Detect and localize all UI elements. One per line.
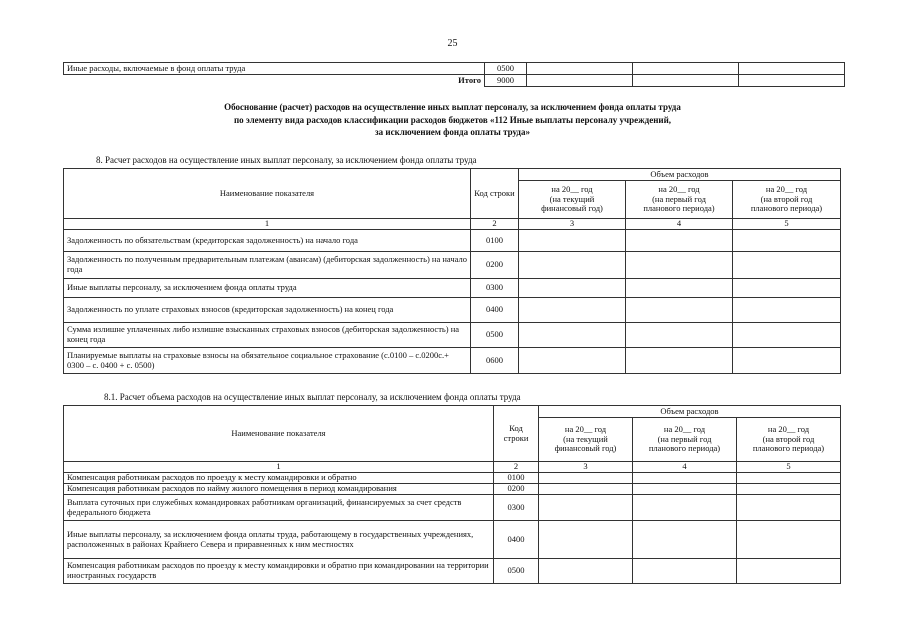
value-cell[interactable] bbox=[733, 323, 841, 348]
value-cell[interactable] bbox=[539, 495, 633, 521]
value-cell[interactable] bbox=[539, 484, 633, 495]
row-code: 0300 bbox=[494, 495, 539, 521]
value-cell[interactable] bbox=[527, 63, 633, 75]
table-row bbox=[64, 559, 841, 584]
row-code: 0300 bbox=[471, 279, 519, 298]
row-code: 0500 bbox=[471, 323, 519, 348]
value-cell[interactable] bbox=[626, 252, 733, 279]
section-8-table bbox=[63, 168, 841, 374]
row-name: Иные выплаты персоналу, за исключением фонда оплаты труда bbox=[64, 279, 471, 298]
value-cell[interactable] bbox=[519, 298, 626, 323]
value-cell[interactable] bbox=[626, 348, 733, 374]
value-cell[interactable] bbox=[737, 473, 841, 484]
value-cell[interactable] bbox=[519, 323, 626, 348]
column-number: 3 bbox=[539, 462, 633, 473]
section-8-1-caption: 8.1. Расчет объема расходов на осуществление иных выплат персоналу, за исключением фонда оплаты труда bbox=[104, 392, 521, 402]
header-name: Наименование показателя bbox=[64, 406, 494, 462]
value-cell[interactable] bbox=[733, 230, 841, 252]
value-cell[interactable] bbox=[539, 559, 633, 584]
header-col3: на 20__ год (на текущий финансовый год) bbox=[539, 418, 633, 462]
table-row bbox=[64, 484, 841, 495]
value-cell[interactable] bbox=[633, 484, 737, 495]
column-number: 4 bbox=[626, 219, 733, 230]
column-number: 3 bbox=[519, 219, 626, 230]
row-name: Задолженность по обязательствам (кредиторская задолженность) на начало года bbox=[64, 230, 471, 252]
table-row bbox=[64, 348, 841, 374]
value-cell[interactable] bbox=[733, 298, 841, 323]
value-cell[interactable] bbox=[633, 473, 737, 484]
section-8-1-table bbox=[63, 405, 841, 584]
header-row bbox=[64, 406, 841, 418]
section-8-caption: 8. Расчет расходов на осуществление иных выплат персоналу, за исключением фонда оплаты труда bbox=[96, 155, 477, 165]
table-row bbox=[64, 63, 845, 75]
value-cell[interactable] bbox=[633, 75, 739, 87]
value-cell[interactable] bbox=[633, 521, 737, 559]
value-cell[interactable] bbox=[527, 75, 633, 87]
heading-line: Обоснование (расчет) расходов на осуществление иных выплат персоналу, за исключением фонда оплаты труда bbox=[224, 102, 681, 112]
value-cell[interactable] bbox=[737, 521, 841, 559]
row-code: 0200 bbox=[494, 484, 539, 495]
column-number: 1 bbox=[64, 462, 494, 473]
row-code: 9000 bbox=[485, 75, 527, 87]
column-number: 5 bbox=[733, 219, 841, 230]
value-cell[interactable] bbox=[519, 279, 626, 298]
column-number: 2 bbox=[471, 219, 519, 230]
row-name: Сумма излишне уплаченных либо излишне взысканных страховых взносов (дебиторская задолженность) на конец года bbox=[64, 323, 471, 348]
table-row bbox=[64, 75, 845, 87]
value-cell[interactable] bbox=[733, 252, 841, 279]
header-row bbox=[64, 169, 841, 181]
value-cell[interactable] bbox=[519, 252, 626, 279]
row-name: Планируемые выплаты на страховые взносы на обязательное социальное страхование (с.0100 – с.0200с.+ 0300 – с. 0400 + с. 0500) bbox=[64, 348, 471, 374]
row-code: 0500 bbox=[485, 63, 527, 75]
column-number: 5 bbox=[737, 462, 841, 473]
header-col4: на 20__ год (на первый год планового периода) bbox=[633, 418, 737, 462]
header-code: Код строки bbox=[471, 169, 519, 219]
row-name: Задолженность по полученным предварительным платежам (авансам) (дебиторская задолженность) на начало года bbox=[64, 252, 471, 279]
row-code: 0600 bbox=[471, 348, 519, 374]
row-name: Выплата суточных при служебных командировках работникам организаций, финансируемых за счет средств федерального бюджета bbox=[64, 495, 494, 521]
table-row bbox=[64, 323, 841, 348]
header-col5: на 20__ год (на второй год планового периода) bbox=[737, 418, 841, 462]
value-cell[interactable] bbox=[739, 63, 845, 75]
table-row bbox=[64, 279, 841, 298]
table-row bbox=[64, 230, 841, 252]
table-row bbox=[64, 495, 841, 521]
value-cell[interactable] bbox=[626, 279, 733, 298]
value-cell[interactable] bbox=[633, 559, 737, 584]
value-cell[interactable] bbox=[737, 484, 841, 495]
heading-line: за исключением фонда оплаты труда» bbox=[375, 127, 530, 137]
table-row bbox=[64, 473, 841, 484]
column-number: 2 bbox=[494, 462, 539, 473]
value-cell[interactable] bbox=[633, 495, 737, 521]
row-name: Компенсация работникам расходов по проезду к месту командировки и обратно bbox=[64, 473, 494, 484]
column-numbers-row bbox=[64, 219, 841, 230]
header-code: Код строки bbox=[494, 406, 539, 462]
row-code: 0100 bbox=[494, 473, 539, 484]
top-summary-table bbox=[63, 62, 845, 87]
column-number: 4 bbox=[633, 462, 737, 473]
row-code: 0200 bbox=[471, 252, 519, 279]
header-volume: Объем расходов bbox=[519, 169, 841, 181]
page-number: 25 bbox=[447, 38, 458, 49]
row-name: Компенсация работникам расходов по проезду к месту командировки и обратно при командировании на территории иностранных государств bbox=[64, 559, 494, 584]
row-code: 0100 bbox=[471, 230, 519, 252]
value-cell[interactable] bbox=[626, 230, 733, 252]
heading-line: по элементу вида расходов классификации расходов бюджетов «112 Иные выплаты персоналу учреждений, bbox=[233, 114, 672, 125]
section-heading bbox=[0, 101, 905, 139]
row-name: Задолженность по уплате страховых взносов (кредиторская задолженность) на конец года bbox=[64, 298, 471, 323]
column-number: 1 bbox=[64, 219, 471, 230]
value-cell[interactable] bbox=[737, 559, 841, 584]
header-col3: на 20__ год (на текущий финансовый год) bbox=[519, 181, 626, 219]
value-cell[interactable] bbox=[739, 75, 845, 87]
table-row bbox=[64, 298, 841, 323]
header-name: Наименование показателя bbox=[64, 169, 471, 219]
header-volume: Объем расходов bbox=[539, 406, 841, 418]
value-cell[interactable] bbox=[733, 348, 841, 374]
value-cell[interactable] bbox=[519, 348, 626, 374]
value-cell[interactable] bbox=[633, 63, 739, 75]
header-col4: на 20__ год (на первый год планового периода) bbox=[626, 181, 733, 219]
value-cell[interactable] bbox=[539, 473, 633, 484]
row-name: Иные выплаты персоналу, за исключением фонда оплаты труда, работающему в государственных учреждениях, расположенных в районах Крайнего Севера и приравненных к ним местностях bbox=[64, 521, 494, 559]
value-cell[interactable] bbox=[539, 521, 633, 559]
table-row bbox=[64, 521, 841, 559]
value-cell[interactable] bbox=[626, 323, 733, 348]
total-label: Итого bbox=[458, 74, 481, 85]
row-code: 0500 bbox=[494, 559, 539, 584]
row-name: Компенсация работникам расходов по найму жилого помещения в период командирования bbox=[64, 484, 494, 495]
row-code: 0400 bbox=[494, 521, 539, 559]
value-cell[interactable] bbox=[733, 279, 841, 298]
table-row bbox=[64, 252, 841, 279]
value-cell[interactable] bbox=[519, 230, 626, 252]
row-code: 0400 bbox=[471, 298, 519, 323]
value-cell[interactable] bbox=[626, 298, 733, 323]
row-name: Иные расходы, включаемые в фонд оплаты труда bbox=[64, 63, 485, 75]
value-cell[interactable] bbox=[737, 495, 841, 521]
column-numbers-row bbox=[64, 462, 841, 473]
header-col5: на 20__ год (на второй год планового периода) bbox=[733, 181, 841, 219]
